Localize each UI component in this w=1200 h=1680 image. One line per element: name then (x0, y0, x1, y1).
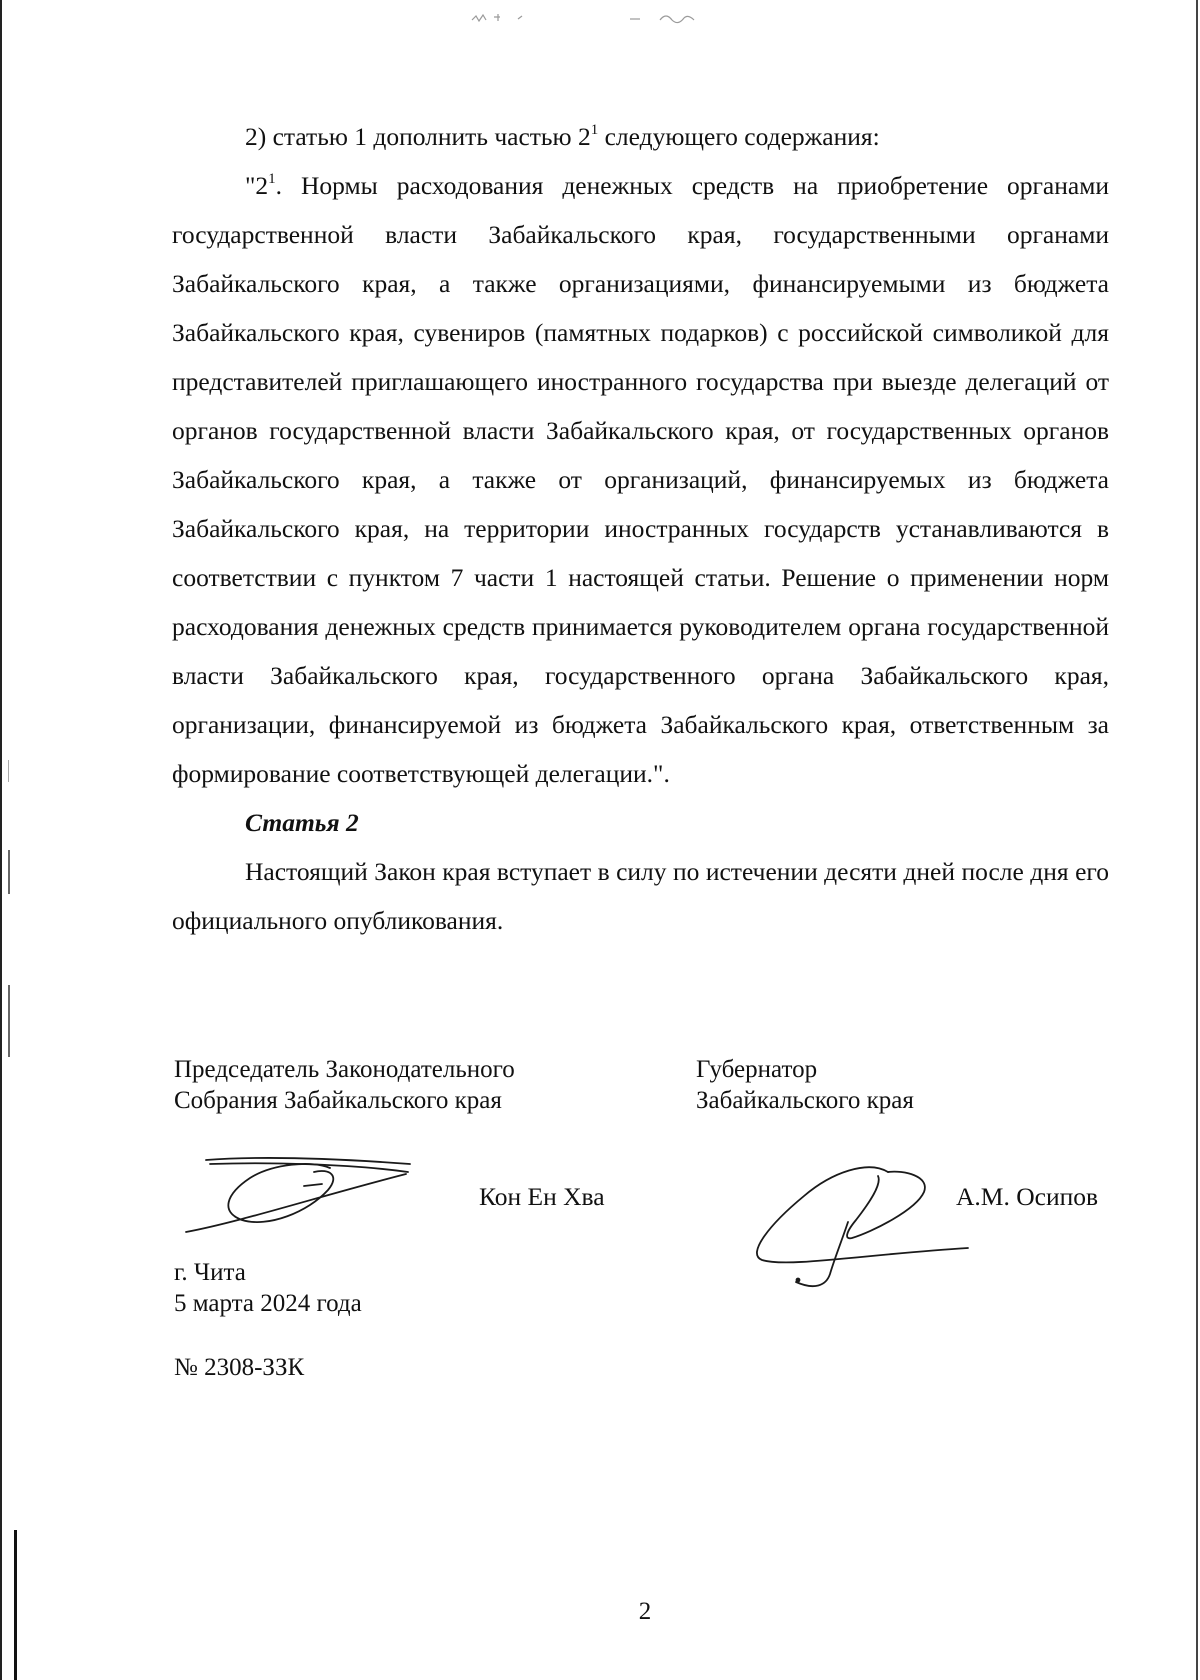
right-signatory-name: А.М. Осипов (956, 1182, 1099, 1211)
signatory-title-line: Губернатор (696, 1056, 818, 1083)
superscript: 1 (268, 170, 276, 187)
scan-edge-right (1196, 0, 1198, 1680)
scan-noise-top (460, 8, 720, 28)
paragraph-entry-into-force: Настоящий Закон края вступает в силу по истечении десяти дней после дня его официального опубликования. (172, 857, 1109, 935)
left-handwritten-signature (180, 1150, 420, 1240)
paragraph-amendment-intro (172, 112, 1109, 161)
scan-mark (8, 760, 9, 782)
paragraph-text: следующего содержания: (598, 122, 880, 151)
signatory-title-line: Председатель Законодательного (174, 1056, 515, 1083)
left-signatory-name: Кон Ен Хва (479, 1182, 605, 1211)
scan-mark (8, 985, 10, 1057)
signatory-title-line: Забайкальского края (696, 1087, 914, 1114)
document-body (172, 112, 1109, 945)
signatory-title-line: Собрания Забайкальского края (174, 1087, 502, 1114)
paragraph-text: . Нормы расходования денежных средств на приобретение органами государственной власти Забайкальского края, государственными органами Забайкальского края, а также организациями, финансируемыми из бюджета Забайкальского края, сувениров (памятных подарков) с российской символикой для представителей приглашающего иностранного государства при выезде делегаций от органов государственной власти Забайкальского края, от государственных органов Забайкальского края, а также от организаций, финансируемых из бюджета Забайкальского края, на территории иностранных государств устанавливаются в соответствии с пунктом 7 части 1 настоящей статьи. Решение о применении норм расходования денежных средств принимается руководителем органа государственной власти Забайкальского края, государственного органа Забайкальского края, организации, финансируемой из бюджета Забайкальского края, ответственным за формирование соответствующей делегации.". (172, 171, 1109, 788)
article-heading: Статья 2 (245, 808, 359, 837)
left-signatory-title (174, 1054, 515, 1116)
scan-edge-left (0, 0, 2, 1680)
paragraph-text: "2 (245, 171, 269, 200)
date: 5 марта 2024 года (174, 1290, 362, 1317)
paragraph-norms (172, 161, 1109, 798)
superscript: 1 (590, 121, 599, 138)
place-and-date (174, 1257, 362, 1319)
right-signatory-title (696, 1054, 914, 1116)
city: г. Чита (174, 1259, 246, 1286)
paragraph-text: 2) статью 1 дополнить частью 2 (245, 122, 591, 151)
right-handwritten-signature (748, 1162, 978, 1290)
page-number: 2 (638, 1598, 652, 1625)
scan-mark (8, 850, 10, 894)
law-number: № 2308-ЗЗК (174, 1354, 305, 1381)
